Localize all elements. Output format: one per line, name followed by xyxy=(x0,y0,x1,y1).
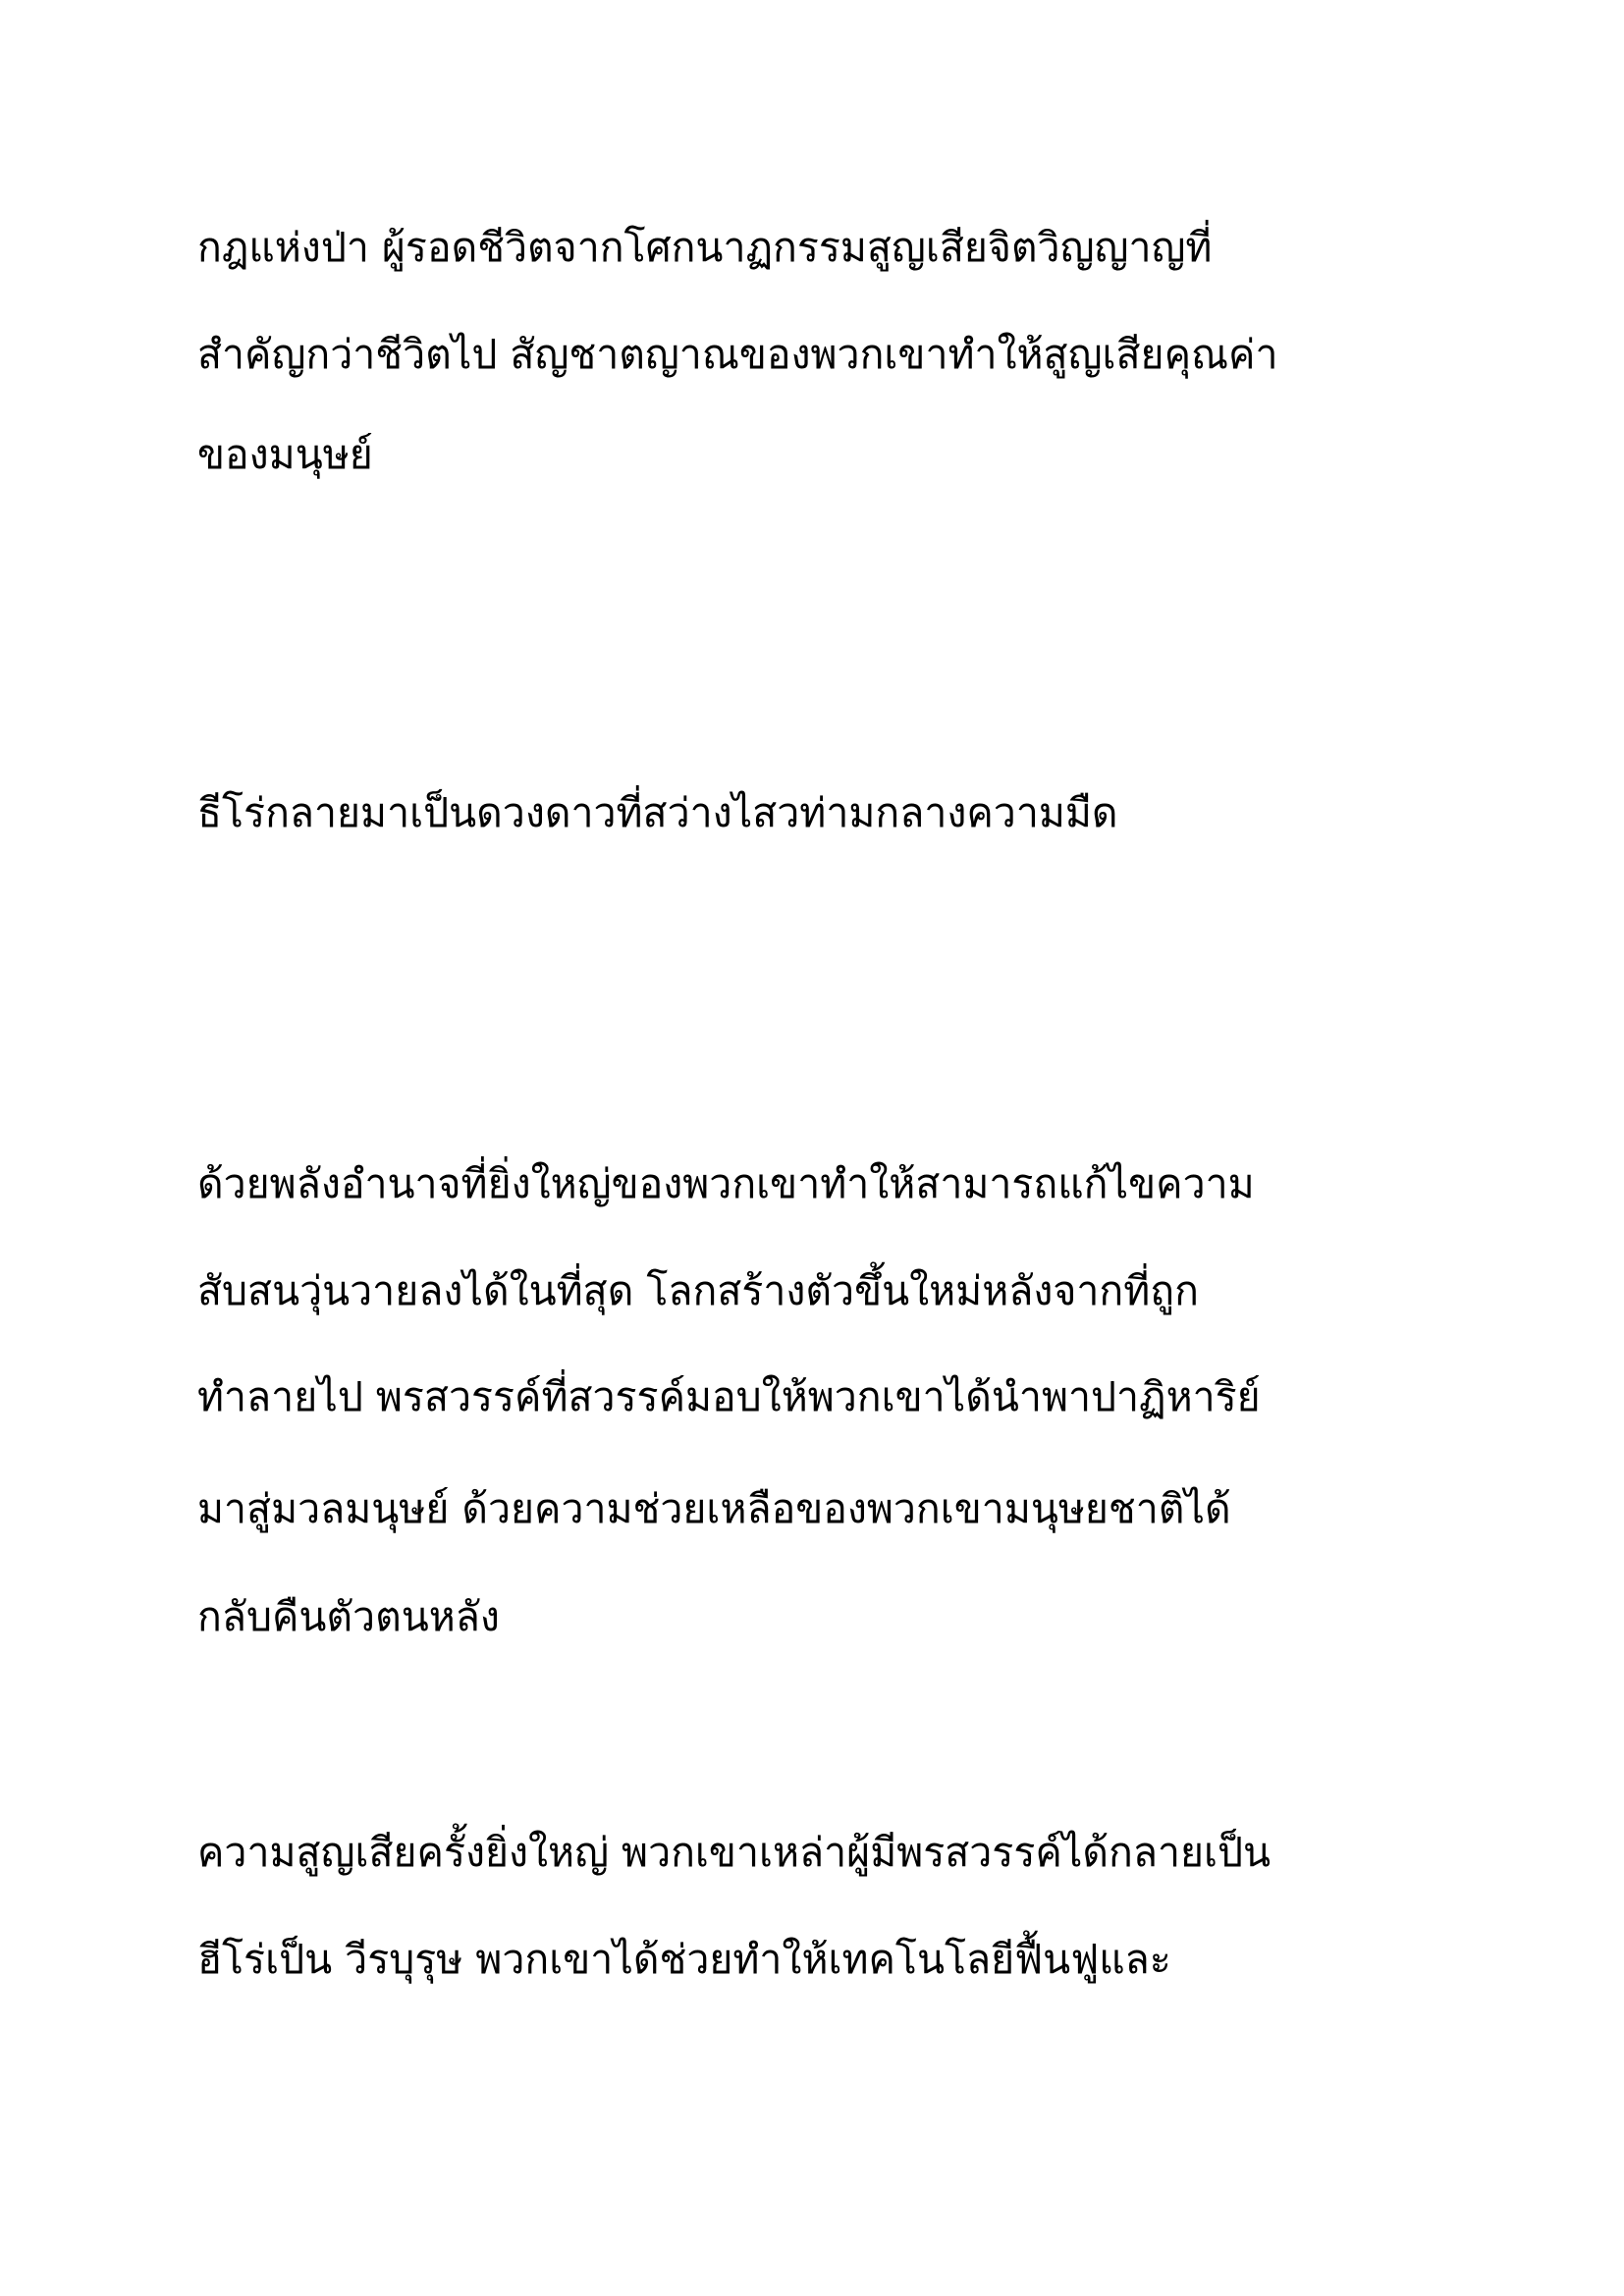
paragraph-line: ฮีโร่เป็น วีรบุรุษ พวกเขาได้ช่วยทำให้เทคโนโลยีฟื้นฟูและ xyxy=(197,1936,1171,1983)
paragraph-line: มาสู่มวลมนุษย์ ด้วยความช่วยเหลือของพวกเขามนุษยชาติได้ xyxy=(197,1485,1231,1532)
paragraph-line: กลับคืนตัวตนหลัง xyxy=(197,1593,500,1640)
paragraph-line: ธีโร่กลายมาเป็นดวงดาวที่สว่างไสวท่ามกลางความมืด xyxy=(197,789,1118,836)
paragraph-line: สำคัญกว่าชีวิตไป สัญชาตญาณของพวกเขาทำให้สูญเสียคุณค่า xyxy=(197,331,1278,378)
paragraph-line: สับสนวุ่นวายลงได้ในที่สุด โลกสร้างตัวขึ้นใหม่หลังจากที่ถูก xyxy=(197,1267,1199,1314)
paragraph-line: ด้วยพลังอำนาจที่ยิ่งใหญ่ของพวกเขาทำให้สามารถแก้ไขความ xyxy=(197,1160,1255,1207)
paragraph-line: ของมนุษย์ xyxy=(197,431,373,478)
paragraph-line: กฎแห่งป่า ผู้รอดชีวิตจากโศกนาฏกรรมสูญเสียจิตวิญญาญที่ xyxy=(197,224,1213,271)
paragraph-line: ความสูญเสียครั้งยิ่งใหญ่ พวกเขาเหล่าผู้มีพรสวรรค์ได้กลายเป็น xyxy=(197,1829,1272,1876)
paragraph-line: ทำลายไป พรสวรรค์ที่สวรรค์มอบให้พวกเขาได้นำพาปาฏิหาริย์ xyxy=(197,1373,1261,1420)
